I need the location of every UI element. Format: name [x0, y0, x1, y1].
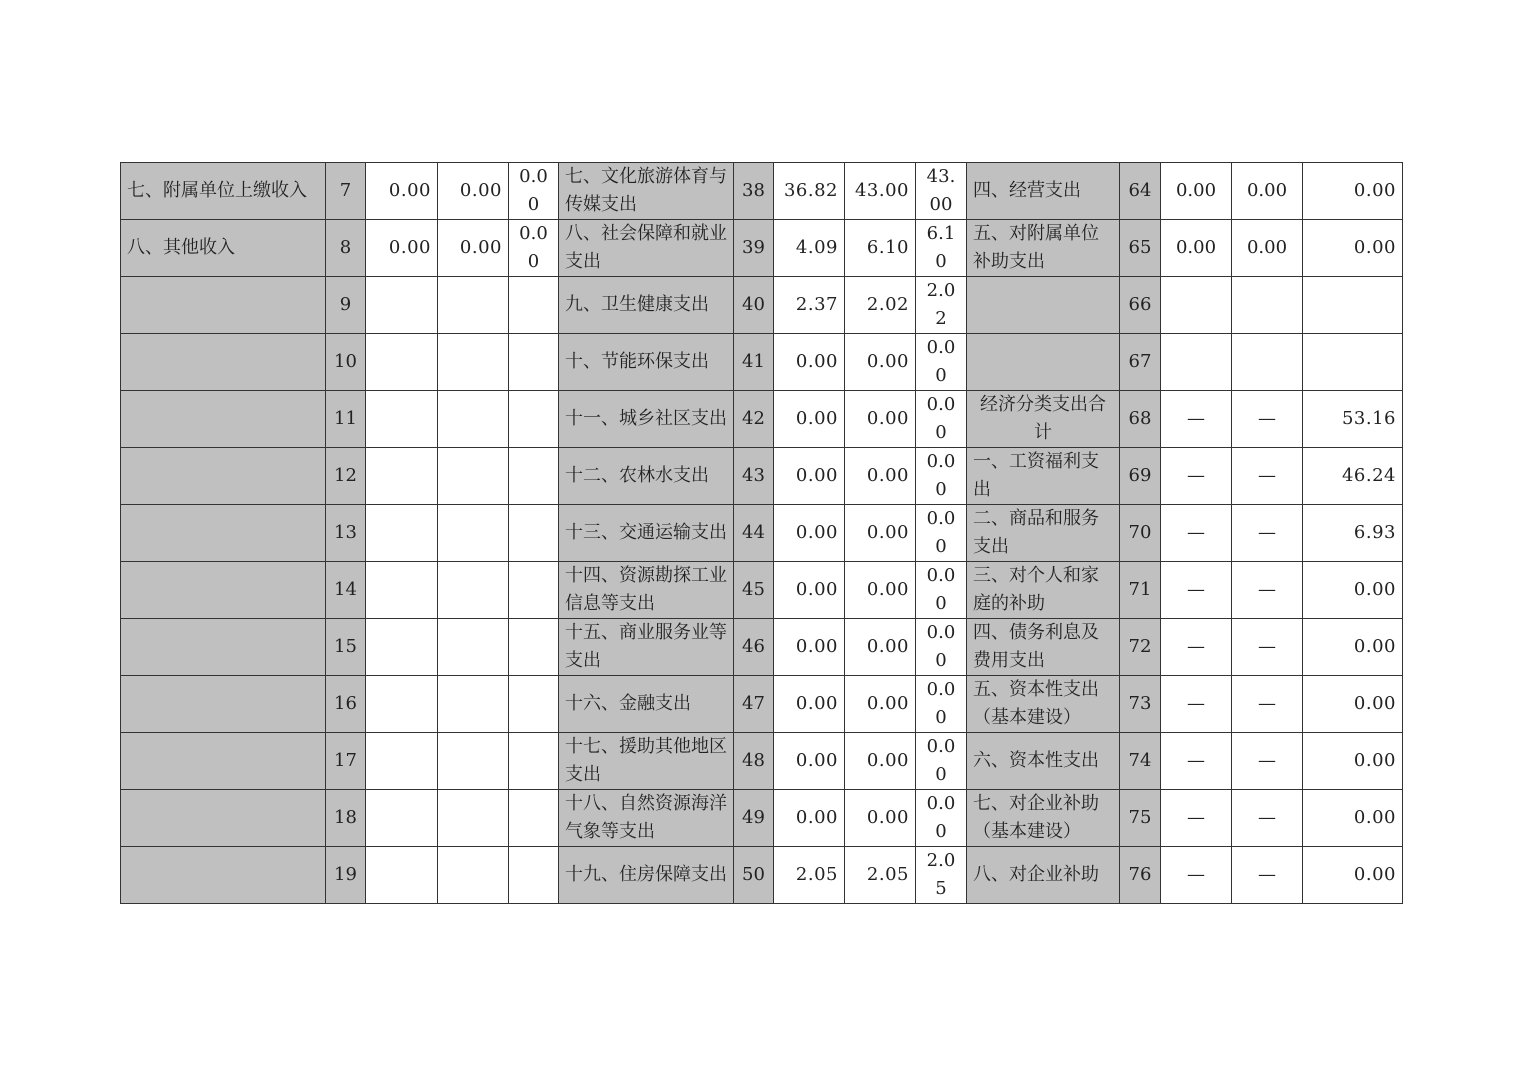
- function-amount-1: 0.00: [774, 334, 845, 391]
- function-line-no: 42: [734, 391, 774, 448]
- function-expense-item: 十二、农林水支出: [559, 448, 734, 505]
- budget-table: [120, 162, 1403, 904]
- function-amount-3: 0.00: [916, 505, 967, 562]
- function-line-no: 50: [734, 847, 774, 904]
- economic-amount-2: 0.00: [1232, 220, 1303, 277]
- income-line-no: 14: [326, 562, 366, 619]
- income-item: [121, 448, 326, 505]
- economic-amount-1: —: [1161, 790, 1232, 847]
- function-amount-2: 0.00: [845, 391, 916, 448]
- income-line-no: 13: [326, 505, 366, 562]
- function-expense-item: 十五、商业服务业等支出: [559, 619, 734, 676]
- income-amount-2: [438, 790, 509, 847]
- income-item: [121, 334, 326, 391]
- function-amount-3: 6.10: [916, 220, 967, 277]
- economic-amount-1: —: [1161, 391, 1232, 448]
- function-amount-3: 0.00: [916, 619, 967, 676]
- income-amount-2: [438, 334, 509, 391]
- function-expense-item: 十一、城乡社区支出: [559, 391, 734, 448]
- economic-expense-item: 七、对企业补助（基本建设）: [967, 790, 1120, 847]
- economic-amount-1: [1161, 334, 1232, 391]
- economic-amount-3: 53.16: [1303, 391, 1403, 448]
- function-amount-3: 0.00: [916, 676, 967, 733]
- income-amount-2: [438, 505, 509, 562]
- function-expense-item: 十九、住房保障支出: [559, 847, 734, 904]
- economic-expense-item: 四、债务利息及费用支出: [967, 619, 1120, 676]
- income-amount-1: [366, 334, 438, 391]
- function-amount-3: 2.05: [916, 847, 967, 904]
- economic-expense-item: 经济分类支出合计: [967, 391, 1120, 448]
- function-expense-item: 九、卫生健康支出: [559, 277, 734, 334]
- function-amount-2: 0.00: [845, 619, 916, 676]
- income-item: [121, 562, 326, 619]
- economic-amount-3: 0.00: [1303, 163, 1403, 220]
- income-amount-3: [509, 391, 559, 448]
- economic-amount-1: —: [1161, 448, 1232, 505]
- economic-expense-item: 四、经营支出: [967, 163, 1120, 220]
- economic-amount-1: —: [1161, 505, 1232, 562]
- economic-line-no: 68: [1120, 391, 1161, 448]
- income-item: [121, 619, 326, 676]
- income-amount-1: [366, 676, 438, 733]
- income-line-no: 10: [326, 334, 366, 391]
- economic-amount-2: 0.00: [1232, 163, 1303, 220]
- function-amount-1: 0.00: [774, 733, 845, 790]
- income-amount-2: 0.00: [438, 220, 509, 277]
- income-amount-3: 0.00: [509, 163, 559, 220]
- income-amount-3: [509, 505, 559, 562]
- function-line-no: 46: [734, 619, 774, 676]
- economic-amount-2: —: [1232, 448, 1303, 505]
- income-amount-3: [509, 676, 559, 733]
- income-line-no: 8: [326, 220, 366, 277]
- function-expense-item: 十三、交通运输支出: [559, 505, 734, 562]
- income-item: 八、其他收入: [121, 220, 326, 277]
- economic-line-no: 69: [1120, 448, 1161, 505]
- function-expense-item: 七、文化旅游体育与传媒支出: [559, 163, 734, 220]
- table-row: [121, 334, 1403, 391]
- income-item: [121, 790, 326, 847]
- function-line-no: 49: [734, 790, 774, 847]
- income-item: [121, 733, 326, 790]
- economic-amount-1: 0.00: [1161, 163, 1232, 220]
- income-amount-3: [509, 619, 559, 676]
- economic-amount-1: —: [1161, 562, 1232, 619]
- income-amount-3: [509, 448, 559, 505]
- function-line-no: 43: [734, 448, 774, 505]
- function-expense-item: 十六、金融支出: [559, 676, 734, 733]
- economic-amount-3: 0.00: [1303, 220, 1403, 277]
- economic-amount-3: 0.00: [1303, 847, 1403, 904]
- function-line-no: 45: [734, 562, 774, 619]
- function-amount-2: 0.00: [845, 505, 916, 562]
- income-line-no: 12: [326, 448, 366, 505]
- economic-line-no: 67: [1120, 334, 1161, 391]
- function-line-no: 40: [734, 277, 774, 334]
- income-amount-2: [438, 391, 509, 448]
- function-amount-2: 0.00: [845, 733, 916, 790]
- economic-line-no: 74: [1120, 733, 1161, 790]
- function-amount-2: 0.00: [845, 676, 916, 733]
- function-amount-2: 0.00: [845, 448, 916, 505]
- economic-amount-3: 0.00: [1303, 562, 1403, 619]
- income-amount-1: [366, 391, 438, 448]
- function-amount-2: 0.00: [845, 790, 916, 847]
- economic-amount-2: [1232, 334, 1303, 391]
- economic-line-no: 66: [1120, 277, 1161, 334]
- economic-amount-2: —: [1232, 790, 1303, 847]
- function-amount-3: 0.00: [916, 334, 967, 391]
- economic-amount-3: [1303, 277, 1403, 334]
- income-amount-2: [438, 676, 509, 733]
- economic-line-no: 73: [1120, 676, 1161, 733]
- table-body: [121, 163, 1403, 904]
- function-amount-1: 0.00: [774, 562, 845, 619]
- economic-amount-2: [1232, 277, 1303, 334]
- economic-amount-1: —: [1161, 847, 1232, 904]
- economic-expense-item: 一、工资福利支出: [967, 448, 1120, 505]
- income-amount-1: [366, 790, 438, 847]
- function-amount-2: 2.05: [845, 847, 916, 904]
- function-amount-1: 0.00: [774, 619, 845, 676]
- economic-line-no: 64: [1120, 163, 1161, 220]
- economic-expense-item: 六、资本性支出: [967, 733, 1120, 790]
- income-item: [121, 505, 326, 562]
- table-row: [121, 562, 1403, 619]
- function-amount-3: 0.00: [916, 391, 967, 448]
- income-line-no: 17: [326, 733, 366, 790]
- income-line-no: 11: [326, 391, 366, 448]
- income-amount-1: 0.00: [366, 163, 438, 220]
- economic-line-no: 70: [1120, 505, 1161, 562]
- income-amount-2: [438, 619, 509, 676]
- economic-expense-item: [967, 334, 1120, 391]
- function-expense-item: 十、节能环保支出: [559, 334, 734, 391]
- table-row: [121, 676, 1403, 733]
- function-line-no: 44: [734, 505, 774, 562]
- income-amount-3: [509, 277, 559, 334]
- function-amount-1: 0.00: [774, 676, 845, 733]
- income-amount-1: 0.00: [366, 220, 438, 277]
- economic-expense-item: 五、资本性支出（基本建设）: [967, 676, 1120, 733]
- table-row: [121, 277, 1403, 334]
- economic-amount-3: 0.00: [1303, 676, 1403, 733]
- table-row: [121, 733, 1403, 790]
- economic-amount-2: —: [1232, 619, 1303, 676]
- economic-amount-1: —: [1161, 733, 1232, 790]
- function-line-no: 47: [734, 676, 774, 733]
- table-row: [121, 847, 1403, 904]
- economic-amount-2: —: [1232, 391, 1303, 448]
- function-amount-3: 0.00: [916, 733, 967, 790]
- income-line-no: 18: [326, 790, 366, 847]
- economic-amount-3: 0.00: [1303, 619, 1403, 676]
- economic-expense-item: 三、对个人和家庭的补助: [967, 562, 1120, 619]
- income-amount-1: [366, 733, 438, 790]
- income-amount-2: 0.00: [438, 163, 509, 220]
- function-amount-1: 2.05: [774, 847, 845, 904]
- function-amount-2: 43.00: [845, 163, 916, 220]
- economic-amount-2: —: [1232, 733, 1303, 790]
- economic-expense-item: 五、对附属单位补助支出: [967, 220, 1120, 277]
- income-amount-2: [438, 847, 509, 904]
- income-line-no: 9: [326, 277, 366, 334]
- income-amount-2: [438, 562, 509, 619]
- income-amount-3: [509, 847, 559, 904]
- economic-line-no: 71: [1120, 562, 1161, 619]
- income-item: [121, 847, 326, 904]
- economic-amount-2: —: [1232, 562, 1303, 619]
- economic-line-no: 76: [1120, 847, 1161, 904]
- economic-amount-2: —: [1232, 847, 1303, 904]
- table-row: [121, 448, 1403, 505]
- economic-amount-3: 0.00: [1303, 733, 1403, 790]
- function-amount-1: 0.00: [774, 505, 845, 562]
- table-row: [121, 619, 1403, 676]
- income-line-no: 15: [326, 619, 366, 676]
- function-amount-1: 36.82: [774, 163, 845, 220]
- function-amount-1: 4.09: [774, 220, 845, 277]
- income-item: [121, 391, 326, 448]
- income-amount-1: [366, 277, 438, 334]
- economic-amount-3: 46.24: [1303, 448, 1403, 505]
- table-row: [121, 163, 1403, 220]
- economic-amount-1: —: [1161, 676, 1232, 733]
- function-amount-2: 0.00: [845, 562, 916, 619]
- function-line-no: 39: [734, 220, 774, 277]
- economic-amount-3: 0.00: [1303, 790, 1403, 847]
- income-item: 七、附属单位上缴收入: [121, 163, 326, 220]
- function-line-no: 41: [734, 334, 774, 391]
- income-amount-1: [366, 619, 438, 676]
- function-amount-3: 2.02: [916, 277, 967, 334]
- economic-expense-item: 二、商品和服务支出: [967, 505, 1120, 562]
- function-amount-2: 2.02: [845, 277, 916, 334]
- economic-amount-2: —: [1232, 676, 1303, 733]
- function-amount-3: 0.00: [916, 562, 967, 619]
- economic-expense-item: [967, 277, 1120, 334]
- income-item: [121, 277, 326, 334]
- economic-amount-1: [1161, 277, 1232, 334]
- income-line-no: 16: [326, 676, 366, 733]
- table-row: [121, 505, 1403, 562]
- income-amount-2: [438, 277, 509, 334]
- function-expense-item: 十四、资源勘探工业信息等支出: [559, 562, 734, 619]
- function-amount-1: 0.00: [774, 391, 845, 448]
- table-row: [121, 391, 1403, 448]
- income-amount-2: [438, 448, 509, 505]
- income-item: [121, 676, 326, 733]
- function-line-no: 38: [734, 163, 774, 220]
- function-amount-1: 0.00: [774, 790, 845, 847]
- income-amount-2: [438, 733, 509, 790]
- function-amount-2: 6.10: [845, 220, 916, 277]
- income-line-no: 19: [326, 847, 366, 904]
- economic-line-no: 72: [1120, 619, 1161, 676]
- income-amount-3: [509, 733, 559, 790]
- function-expense-item: 八、社会保障和就业支出: [559, 220, 734, 277]
- economic-amount-1: —: [1161, 619, 1232, 676]
- function-expense-item: 十八、自然资源海洋气象等支出: [559, 790, 734, 847]
- income-amount-3: [509, 562, 559, 619]
- function-expense-item: 十七、援助其他地区支出: [559, 733, 734, 790]
- function-amount-1: 0.00: [774, 448, 845, 505]
- income-amount-3: [509, 334, 559, 391]
- economic-amount-3: [1303, 334, 1403, 391]
- function-amount-3: 43.00: [916, 163, 967, 220]
- income-amount-1: [366, 505, 438, 562]
- income-amount-3: 0.00: [509, 220, 559, 277]
- function-line-no: 48: [734, 733, 774, 790]
- economic-line-no: 65: [1120, 220, 1161, 277]
- income-amount-1: [366, 562, 438, 619]
- function-amount-3: 0.00: [916, 790, 967, 847]
- economic-amount-3: 6.93: [1303, 505, 1403, 562]
- function-amount-3: 0.00: [916, 448, 967, 505]
- income-line-no: 7: [326, 163, 366, 220]
- economic-amount-2: —: [1232, 505, 1303, 562]
- economic-amount-1: 0.00: [1161, 220, 1232, 277]
- table-row: [121, 220, 1403, 277]
- income-amount-1: [366, 448, 438, 505]
- function-amount-1: 2.37: [774, 277, 845, 334]
- income-amount-1: [366, 847, 438, 904]
- table-row: [121, 790, 1403, 847]
- income-amount-3: [509, 790, 559, 847]
- economic-line-no: 75: [1120, 790, 1161, 847]
- economic-expense-item: 八、对企业补助: [967, 847, 1120, 904]
- function-amount-2: 0.00: [845, 334, 916, 391]
